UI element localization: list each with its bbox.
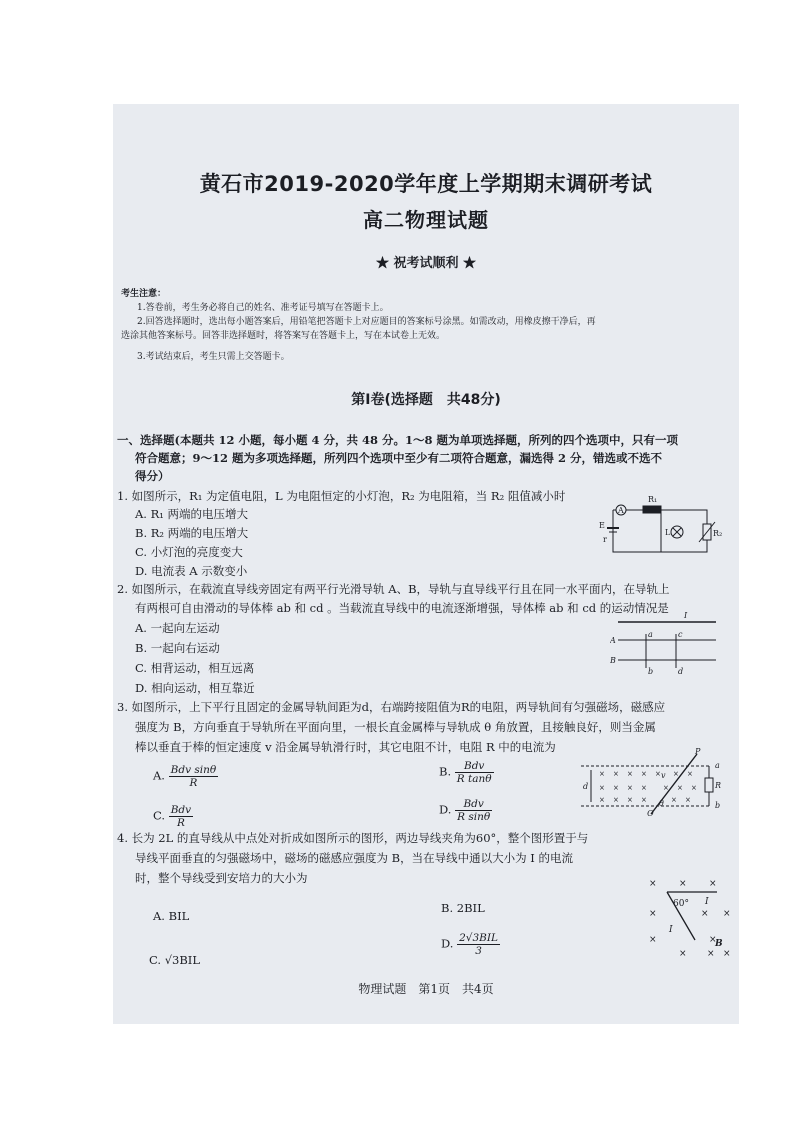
point-a-label: a [715, 761, 720, 770]
note-2: 2.回答选择题时，选出每小题答案后，用铅笔把答题卡上对应题目的答案标号涂黑。如需改动，用橡皮擦干净后，再 [137, 317, 596, 327]
page-footer: 物理试题 第1页 共4页 [358, 982, 494, 996]
svg-text:×: × [599, 770, 605, 778]
point-d-label: d [678, 667, 684, 676]
q1-option-b: B. R₂ 两端的电压增大 [135, 526, 249, 540]
q2-option-a: A. 一起向左运动 [135, 621, 220, 635]
q2-option-b: B. 一起向右运动 [135, 641, 220, 655]
q3-stem-line-1: 3. 如图所示，上下平行且固定的金属导轨间距为d，右端跨接阻值为R的电阻，两导轨间有匀强磁场，磁感应 [117, 700, 666, 714]
velocity-label: v [661, 771, 666, 780]
q4-option-b: B. 2BIL [441, 901, 485, 915]
point-b-label: b [715, 801, 721, 810]
q3-option-b: B. $\frac{\text{Bdv}}{\text{R tanθ}}$ [439, 760, 492, 785]
rail-a-label: A [610, 636, 616, 645]
q4-stem-line-2: 导线平面垂直的匀强磁场中，磁场的磁感应强度为 B，当在导线中通以大小为 I 的电流 [135, 851, 573, 865]
svg-text:×: × [641, 770, 647, 778]
q2-option-d: D. 相向运动，相互靠近 [135, 681, 255, 695]
q4-option-a: A. BIL [153, 909, 190, 923]
current-i-slant-label: I [669, 925, 673, 935]
svg-text:×: × [649, 935, 657, 945]
svg-text:×: × [613, 796, 619, 804]
point-a-label: a [648, 630, 653, 639]
q1-stem: 1. 如图所示，R₁ 为定值电阻，L 为电阻恒定的小灯泡，R₂ 为电阻箱，当 R₂ 阻值减小时 [117, 489, 566, 503]
current-i-top-label: I [705, 897, 709, 907]
exam-title: 黄石市2019-2020学年度上学期期末调研考试 [199, 172, 653, 196]
resistor-r1-icon [643, 506, 661, 513]
q3-option-d: D. $\frac{\text{Bdv}}{\text{R sinθ}}$ [439, 798, 491, 823]
point-p-label: P [695, 748, 701, 756]
instructions-line-2: 符合题意；9～12 题为多项选择题，所列四个选项中至少有二项符合题意，漏选得 2 分，错选或不选不 [135, 451, 663, 465]
point-q-label: Q [647, 809, 654, 816]
q4-option-d: D. $\frac{\text{2√3BIL}}{3}$ [441, 932, 499, 957]
r2-label: R₂ [713, 529, 723, 538]
svg-text:×: × [679, 879, 687, 889]
svg-text:×: × [627, 784, 633, 792]
q4-stem-line-3: 时，整个导线受到安培力的大小为 [135, 871, 308, 885]
q4-bent-wire-figure [643, 876, 735, 958]
angle-theta-label: θ [659, 799, 664, 808]
section-1-title: 第Ⅰ卷(选择题 共48分) [351, 392, 501, 408]
instructions-line-3: 得分） [135, 469, 170, 483]
internal-r-label: r [603, 535, 607, 544]
svg-text:×: × [691, 784, 697, 792]
q3-stem-line-3: 棒以垂直于棒的恒定速度 v 沿金属导轨滑行时，其它电阻不计，电阻 R 中的电流为 [135, 740, 556, 754]
svg-text:×: × [655, 770, 661, 778]
lamp-label: L [665, 528, 671, 537]
notes-heading: 考生注意： [121, 289, 167, 299]
q3-option-b-fraction: $\frac{\text{Bdv}}{\text{R tanθ}}$ [456, 760, 492, 785]
svg-text:×: × [723, 909, 731, 919]
svg-text:×: × [679, 949, 687, 958]
r1-label: R₁ [648, 495, 658, 504]
q2-stem-line-2: 有两根可自由滑动的导体棒 ab 和 cd 。当载流直导线中的电流逐渐增强，导体棒 ab 和 cd 的运动情况是 [135, 601, 669, 615]
q3-option-d-fraction: $\frac{\text{Bdv}}{\text{R sinθ}}$ [457, 798, 491, 823]
svg-text:×: × [641, 796, 647, 804]
note-3: 3.考试结束后，考生只需上交答题卡。 [137, 352, 290, 362]
q1-option-d: D. 电流表 A 示数变小 [135, 564, 248, 578]
svg-text:×: × [627, 796, 633, 804]
good-luck-banner: ★ 祝考试顺利 ★ [375, 256, 477, 271]
svg-text:×: × [663, 784, 669, 792]
note-2-cont: 选涂其他答案标号。回答非选择题时，将答案写在答题卡上，写在本试卷上无效。 [121, 331, 446, 341]
svg-text:×: × [687, 770, 693, 778]
svg-text:×: × [709, 879, 717, 889]
exam-paper [113, 104, 739, 1024]
resistor-r-icon [705, 778, 713, 792]
note-1: 1.答卷前，考生务必将自己的姓名、准考证号填写在答题卡上。 [137, 303, 389, 313]
svg-text:×: × [649, 879, 657, 889]
q3-option-a-fraction: $\frac{\text{Bdv sinθ}}{R}$ [170, 764, 217, 789]
ammeter-label: A [618, 506, 624, 515]
q2-rails-figure [610, 610, 720, 678]
current-label: I [684, 611, 688, 620]
svg-text:×: × [599, 796, 605, 804]
svg-text:×: × [707, 949, 715, 958]
emf-label: E [599, 521, 605, 530]
q3-stem-line-2: 强度为 B，方向垂直于导轨所在平面向里，一根长直金属棒与导轨成 θ 角放置，且接触良好，则当金属 [135, 720, 656, 734]
svg-text:×: × [723, 949, 731, 958]
svg-text:×: × [701, 909, 709, 919]
point-c-label: c [678, 630, 683, 639]
svg-text:×: × [613, 784, 619, 792]
rail-b-label: B [610, 656, 616, 665]
instructions-line-1: 一、选择题(本题共 12 小题，每小题 4 分，共 48 分。1～8 题为单项选择题，所列的四个选项中，只有一项 [117, 433, 678, 447]
q4-option-d-fraction: $\frac{\text{2√3BIL}}{3}$ [459, 932, 499, 957]
svg-text:×: × [677, 784, 683, 792]
gap-d-label: d [583, 782, 589, 791]
q4-option-c: C. √3BIL [149, 953, 200, 967]
svg-text:×: × [685, 796, 691, 804]
exam-subtitle: 高二物理试题 [363, 208, 489, 232]
svg-text:×: × [671, 796, 677, 804]
q3-rails-figure [577, 748, 727, 816]
q3-option-c: C. $\frac{\text{Bdv}}{R}$ [153, 804, 192, 829]
field-b-label: B [715, 939, 723, 949]
q2-stem-line-1: 2. 如图所示，在载流直导线旁固定有两平行光滑导轨 A、B，导轨与直导线平行且在同一水平面内，在导轨上 [117, 582, 670, 596]
svg-text:×: × [613, 770, 619, 778]
q3-option-c-fraction: $\frac{\text{Bdv}}{R}$ [170, 804, 192, 829]
q1-option-c: C. 小灯泡的亮度变大 [135, 545, 243, 559]
svg-text:×: × [673, 770, 679, 778]
q2-option-c: C. 相背运动，相互远离 [135, 661, 255, 675]
svg-text:×: × [627, 770, 633, 778]
q1-option-a: A. R₁ 两端的电压增大 [135, 507, 249, 521]
svg-text:×: × [641, 784, 647, 792]
resistor-r-label: R [715, 781, 722, 790]
angle-60-label: 60° [673, 899, 689, 909]
svg-text:×: × [599, 784, 605, 792]
q1-circuit-figure [599, 492, 729, 558]
q4-stem-line-1: 4. 长为 2L 的直导线从中点处对折成如图所示的图形，两边导线夹角为60°，整个图形置于与 [117, 831, 589, 845]
q3-option-a: A. $\frac{\text{Bdv sinθ}}{R}$ [153, 764, 217, 789]
svg-text:×: × [649, 909, 657, 919]
svg-text:×: × [709, 935, 717, 945]
point-b-label: b [648, 667, 654, 676]
